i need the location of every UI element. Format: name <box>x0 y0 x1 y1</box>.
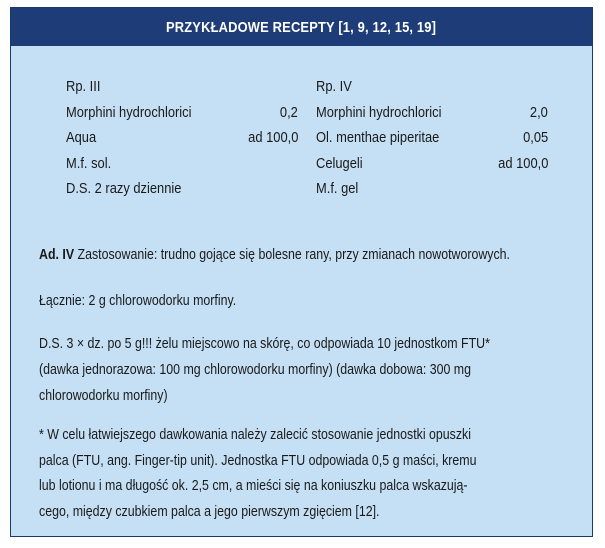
recipe-line <box>316 125 548 151</box>
recipe-title <box>316 74 548 100</box>
recipe-line <box>316 151 548 177</box>
recipe-line <box>66 176 298 202</box>
recipe-line <box>66 100 298 126</box>
ingredient-amount: 2,0 <box>530 103 548 121</box>
recipe-left <box>66 74 298 202</box>
recipe-title-text: Rp. III <box>66 78 101 95</box>
dosage-note <box>39 331 572 409</box>
ingredient-name: Morphini hydrochlorici <box>316 103 442 121</box>
application-label: Ad. IV <box>39 247 75 263</box>
ingredient-amount: ad 100,0 <box>497 154 548 172</box>
ingredient-name: Aqua <box>66 129 97 146</box>
ingredient-amount: 0,05 <box>522 129 548 146</box>
recipe-line <box>316 176 548 202</box>
dosage-line: (dawka jednorazowa: 100 mg chlorowodorku morfiny) (dawka dobowa: 300 mg <box>39 362 472 378</box>
recipe-line <box>66 151 298 177</box>
ingredient-name: D.S. 2 razy dziennie <box>66 180 182 197</box>
recipe-line <box>66 125 298 151</box>
footnote <box>39 423 572 525</box>
application-note <box>39 244 572 266</box>
ingredient-name: Morphini hydrochlorici <box>66 103 192 121</box>
ingredient-amount: 0,2 <box>280 103 298 121</box>
footnote-line: palca (FTU, ang. Finger-tip unit). Jednostka FTU odpowiada 0,5 g maści, kremu <box>39 452 477 469</box>
ingredient-name: Ol. menthae piperitae <box>316 129 440 146</box>
ingredient-name: Celugeli <box>316 154 363 172</box>
recipe-right <box>316 74 548 202</box>
ingredient-name: M.f. sol. <box>66 154 112 172</box>
recipe-box <box>10 7 593 537</box>
ingredient-name: M.f. gel <box>316 180 359 197</box>
dosage-line: D.S. 3 × dz. po 5 g!!! żelu miejscowo na skórę, co odpowiada 10 jednostkom FTU* <box>39 336 490 352</box>
box-title: PRZYKŁADOWE RECEPTY [1, 9, 12, 15, 19] <box>166 18 437 36</box>
recipe-title <box>66 74 298 100</box>
recipe-title-text: Rp. IV <box>316 78 352 95</box>
footnote-line: cego, między czubkiem palca a jego pierwszym zgięciem [12]. <box>39 503 380 520</box>
total-text: Łącznie: 2 g chlorowodorku morfiny. <box>39 293 237 309</box>
ingredient-amount: ad 100,0 <box>247 129 298 146</box>
application-text: Zastosowanie: trudno gojące się bolesne rany, przy zmianach nowotworowych. <box>74 247 510 263</box>
total-note <box>39 290 572 312</box>
footnote-line: lub lotionu i ma długość ok. 2,5 cm, a mieści się na koniuszku palca wskazują- <box>39 478 468 494</box>
footnote-line: * W celu łatwiejszego dawkowania należy zalecić stosowanie jednostki opuszki <box>39 427 472 443</box>
recipe-line <box>316 100 548 126</box>
box-header <box>11 8 592 46</box>
dosage-line: chlorowodorku morfiny) <box>39 388 168 404</box>
